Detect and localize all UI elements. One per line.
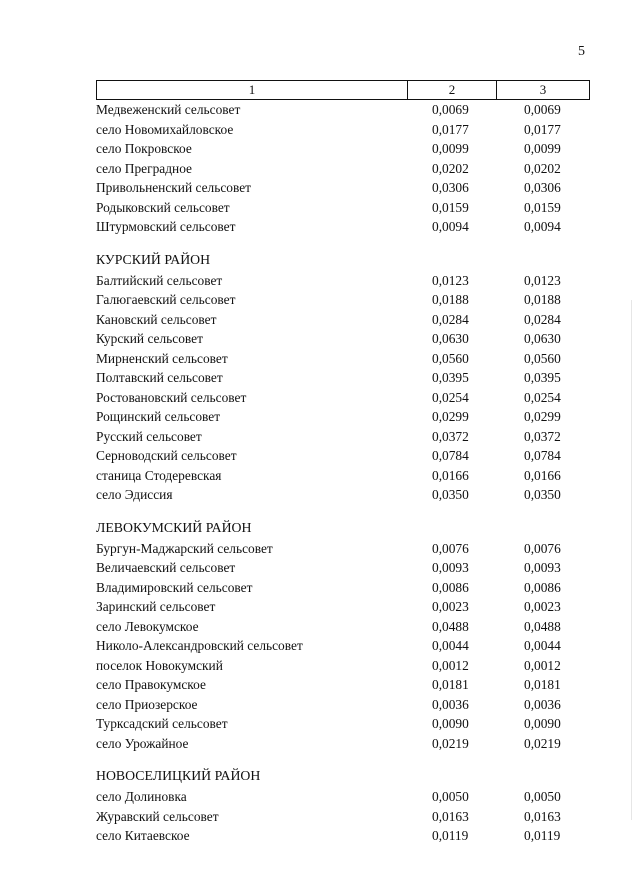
row-value-col2: 0,0177 xyxy=(432,121,469,137)
row-name: Турксадский сельсовет xyxy=(96,716,228,731)
row-name: Полтавский сельсовет xyxy=(96,370,223,385)
row-name: Галюгаевский сельсовет xyxy=(96,292,236,307)
table-row xyxy=(96,485,586,505)
table-row xyxy=(96,636,586,656)
row-name: село Урожайное xyxy=(96,735,189,751)
row-value-col2: 0,0181 xyxy=(432,677,469,692)
row-name: село Долиновка xyxy=(96,789,187,804)
row-name: Родыковский сельсовет xyxy=(96,199,230,215)
row-value-col2: 0,0350 xyxy=(432,487,469,502)
row-name: Штурмовский сельсовет xyxy=(96,219,236,234)
table-row xyxy=(96,139,586,159)
row-value-col3: 0,0036 xyxy=(524,696,561,712)
row-value-col2: 0,0119 xyxy=(432,828,469,843)
section-title: НОВОСЕЛИЦКИЙ РАЙОН xyxy=(96,768,261,783)
row-name: Заринский сельсовет xyxy=(96,599,216,614)
table-row xyxy=(96,446,586,466)
row-name: Ростовановский сельсовет xyxy=(96,389,247,405)
row-value-col3: 0,0784 xyxy=(524,448,561,463)
row-value-col2: 0,0159 xyxy=(432,199,469,215)
row-value-col2: 0,0086 xyxy=(432,579,469,595)
row-value-col2: 0,0395 xyxy=(432,370,469,385)
row-value-col3: 0,0050 xyxy=(524,789,561,804)
row-value-col3: 0,0094 xyxy=(524,219,561,234)
row-value-col3: 0,0044 xyxy=(524,638,561,653)
row-name: Медвеженский сельсовет xyxy=(96,102,241,117)
row-value-col3: 0,0284 xyxy=(524,311,561,327)
row-name: станица Стодеревская xyxy=(96,467,222,483)
row-value-col3: 0,0372 xyxy=(524,428,561,444)
row-name: поселок Новокумский xyxy=(96,657,223,673)
row-name: село Правокумское xyxy=(96,677,206,692)
row-value-col3: 0,0159 xyxy=(524,199,561,215)
row-value-col2: 0,0023 xyxy=(432,599,469,614)
row-value-col2: 0,0163 xyxy=(432,808,469,824)
row-name: село Новомихайловское xyxy=(96,121,234,137)
row-value-col2: 0,0044 xyxy=(432,638,469,653)
row-value-col3: 0,0560 xyxy=(524,350,561,366)
header-col-1: 1 xyxy=(97,81,408,100)
table-row xyxy=(96,617,586,637)
table-row xyxy=(96,578,586,598)
row-name: село Покровское xyxy=(96,141,192,156)
row-value-col3: 0,0099 xyxy=(524,141,561,156)
row-name: Мирненский сельсовет xyxy=(96,350,228,366)
row-value-col2: 0,0306 xyxy=(432,180,469,195)
table-row xyxy=(96,198,586,218)
row-name: Курский сельсовет xyxy=(96,331,203,346)
table-row xyxy=(96,558,586,578)
row-value-col3: 0,0023 xyxy=(524,599,561,614)
row-name: село Преградное xyxy=(96,160,192,176)
row-value-col3: 0,0093 xyxy=(524,560,561,575)
row-name: Кановский сельсовет xyxy=(96,311,217,327)
table-row xyxy=(96,159,586,179)
row-name: Привольненский сельсовет xyxy=(96,180,251,195)
row-value-col2: 0,0099 xyxy=(432,141,469,156)
row-name: Бургун-Маджарский сельсовет xyxy=(96,540,273,556)
table-row xyxy=(96,597,586,617)
table-row xyxy=(96,100,586,120)
page-number: 5 xyxy=(578,44,585,59)
row-value-col3: 0,0254 xyxy=(524,389,561,405)
table-row xyxy=(96,539,586,559)
row-value-col3: 0,0219 xyxy=(524,735,561,751)
row-name: Балтийский сельсовет xyxy=(96,272,223,288)
table-header xyxy=(96,80,590,100)
table-row xyxy=(96,675,586,695)
top-rows-group xyxy=(96,100,586,237)
row-value-col3: 0,0086 xyxy=(524,579,561,595)
table-row xyxy=(96,271,586,291)
row-value-col3: 0,0181 xyxy=(524,677,561,692)
table-row xyxy=(96,290,586,310)
row-value-col2: 0,0254 xyxy=(432,389,469,405)
row-value-col2: 0,0299 xyxy=(432,409,469,424)
row-value-col3: 0,0350 xyxy=(524,487,561,502)
row-value-col2: 0,0166 xyxy=(432,467,469,483)
row-value-col2: 0,0012 xyxy=(432,657,469,673)
table-row xyxy=(96,388,586,408)
row-value-col2: 0,0784 xyxy=(432,448,469,463)
row-value-col3: 0,0119 xyxy=(524,828,561,843)
row-value-col2: 0,0094 xyxy=(432,219,469,234)
row-value-col3: 0,0123 xyxy=(524,272,561,288)
row-value-col2: 0,0188 xyxy=(432,292,469,307)
table-row xyxy=(96,734,586,754)
row-value-col3: 0,0306 xyxy=(524,180,561,195)
row-value-col3: 0,0090 xyxy=(524,716,561,731)
table-row xyxy=(96,329,586,349)
section-levokumsky xyxy=(96,517,586,754)
row-value-col2: 0,0093 xyxy=(432,560,469,575)
row-value-col3: 0,0069 xyxy=(524,102,561,117)
row-name: Серноводский сельсовет xyxy=(96,448,237,463)
row-value-col2: 0,0488 xyxy=(432,618,469,634)
table-row xyxy=(96,826,586,846)
table-row xyxy=(96,714,586,734)
row-name: Величаевский сельсовет xyxy=(96,560,236,575)
row-value-col2: 0,0076 xyxy=(432,540,469,556)
table-row xyxy=(96,427,586,447)
section-title: ЛЕВОКУМСКИЙ РАЙОН xyxy=(96,519,252,535)
row-value-col2: 0,0219 xyxy=(432,735,469,751)
table-row xyxy=(96,310,586,330)
row-name: село Приозерское xyxy=(96,696,198,712)
row-value-col3: 0,0163 xyxy=(524,808,561,824)
row-value-col2: 0,0202 xyxy=(432,160,469,176)
row-value-col2: 0,0284 xyxy=(432,311,469,327)
row-value-col2: 0,0560 xyxy=(432,350,469,366)
row-name: село Китаевское xyxy=(96,828,190,843)
row-value-col3: 0,0166 xyxy=(524,467,561,483)
row-value-col2: 0,0630 xyxy=(432,331,469,346)
row-value-col3: 0,0177 xyxy=(524,121,561,137)
row-value-col2: 0,0090 xyxy=(432,716,469,731)
table-row xyxy=(96,407,586,427)
header-col-2: 2 xyxy=(408,81,497,100)
section-title: КУРСКИЙ РАЙОН xyxy=(96,251,211,267)
row-value-col3: 0,0202 xyxy=(524,160,561,176)
table-row xyxy=(96,368,586,388)
row-name: Владимировский сельсовет xyxy=(96,579,253,595)
table-row xyxy=(96,349,586,369)
row-name: Николо-Александровский сельсовет xyxy=(96,638,303,653)
row-value-col3: 0,0076 xyxy=(524,540,561,556)
row-value-col3: 0,0395 xyxy=(524,370,561,385)
row-value-col3: 0,0488 xyxy=(524,618,561,634)
table-row xyxy=(96,807,586,827)
table-row xyxy=(96,695,586,715)
table-row xyxy=(96,217,586,237)
table-row xyxy=(96,656,586,676)
row-name: село Левокумское xyxy=(96,618,199,634)
row-name: Русский сельсовет xyxy=(96,428,202,444)
row-value-col3: 0,0630 xyxy=(524,331,561,346)
row-name: село Эдиссия xyxy=(96,487,173,502)
row-value-col2: 0,0069 xyxy=(432,102,469,117)
table-row xyxy=(96,178,586,198)
row-value-col3: 0,0188 xyxy=(524,292,561,307)
row-value-col3: 0,0299 xyxy=(524,409,561,424)
row-value-col3: 0,0012 xyxy=(524,657,561,673)
row-value-col2: 0,0372 xyxy=(432,428,469,444)
row-name: Рощинский сельсовет xyxy=(96,409,221,424)
row-value-col2: 0,0050 xyxy=(432,789,469,804)
table-row xyxy=(96,787,586,807)
header-col-3: 3 xyxy=(497,81,590,100)
table-row xyxy=(96,466,586,486)
scan-edge-line xyxy=(631,300,632,820)
row-value-col2: 0,0123 xyxy=(432,272,469,288)
section-novoselitsky xyxy=(96,765,586,846)
row-name: Журавский сельсовет xyxy=(96,808,219,824)
table-row xyxy=(96,120,586,140)
table-body xyxy=(96,100,586,846)
row-value-col2: 0,0036 xyxy=(432,696,469,712)
section-kursky xyxy=(96,249,586,505)
